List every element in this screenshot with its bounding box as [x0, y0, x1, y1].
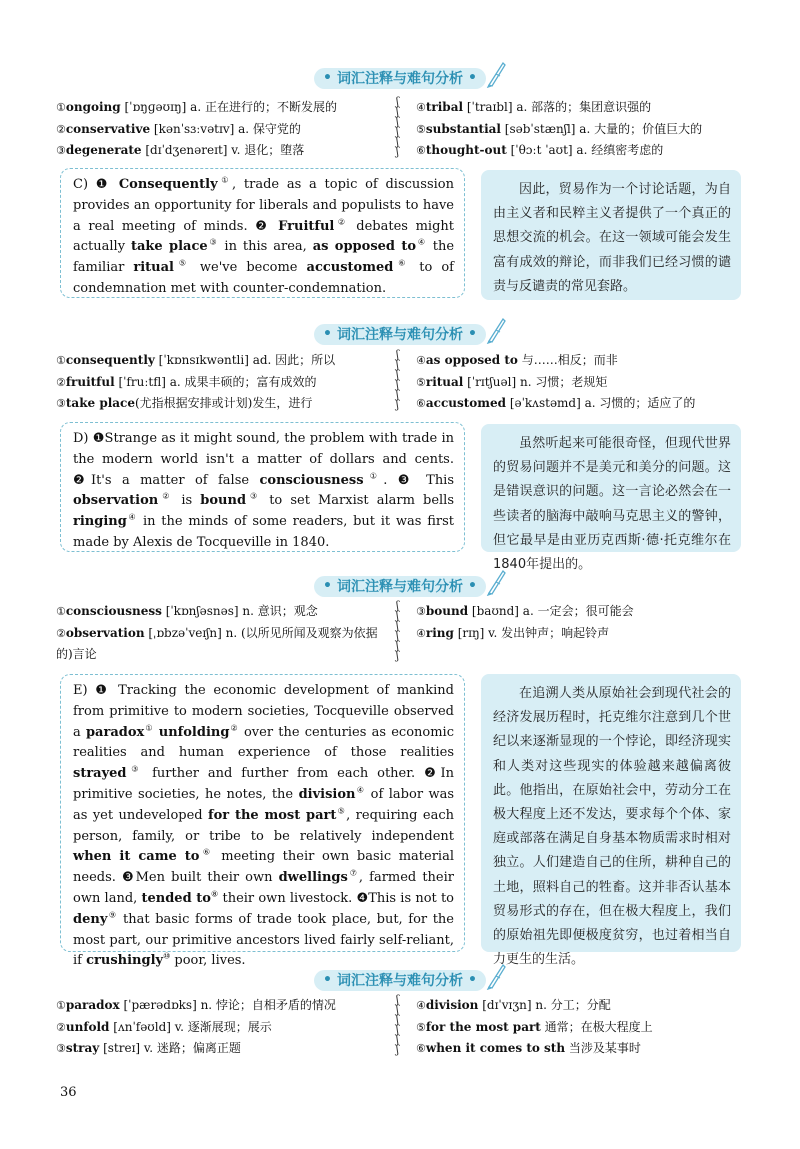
- vocab-list-4: [56, 995, 756, 1057]
- quill-pen-icon: [486, 962, 508, 990]
- quill-pen-icon: [486, 316, 508, 344]
- passage-e: E) ❶ Tracking the economic development of mankind from primitive to modern societies, Tocqueville observed a paradox① unfolding② over the centuries as economic realities and human experience of those realities strayed③ further and further from each other. ❷In primitive societies, he notes, the division④ of labor was as yet undeveloped for the most part⑤, requiring each person, family, or tribe to be relatively independent when it came to⑥ meeting their own basic material needs. ❸Men built their own dwellings⑦, farmed their own land, tended to⑧ their own livestock. ❹This is not to deny⑨ that basic forms of trade took place, but, for the most part, our primitive ancestors lived fairly self-reliant, if crushingly⑩ poor, lives.: [60, 674, 465, 952]
- vocab-item: ⑥when it comes to sth 当涉及某事时: [416, 1041, 641, 1055]
- squiggle-divider: ʃ ʃ ʃ ʃ ʃ ʃ: [396, 95, 399, 158]
- passage-d: D) ❶Strange as it might sound, the problem with trade in the modern world isn't a matter of dollars and cents. ❷It's a matter of false consciousness①. ❸ This observation② is bound③ to set Marxist alarm bells ringing④ in the minds of some readers, but it was first made by Alexis de Tocqueville in 1840.: [60, 422, 465, 552]
- banner-pill: • 词汇注释与难句分析 •: [314, 68, 486, 89]
- banner-label: 词汇注释与难句分析: [337, 327, 463, 343]
- banner-label: 词汇注释与难句分析: [337, 579, 463, 595]
- passage-c: C) ❶ Consequently①, trade as a topic of discussion provides an opportunity for liberals and populists to have a real meeting of minds. ❷ Fruitful② debates might actually take place③ in this area, as opposed to④ the familiar ritual⑤ we've become accustomed⑥ to of condemnation met with counter-condemnation.: [60, 168, 465, 298]
- vocab-item: ①consciousness [ˈkɒnʃəsnəs] n. 意识；观念: [56, 604, 318, 618]
- vocab-item: ②unfold [ʌnˈfəʊld] v. 逐渐展现；展示: [56, 1019, 272, 1034]
- vocab-item: ②conservative [kənˈsɜːvətɪv] a. 保守党的: [56, 121, 301, 136]
- vocab-item: ③bound [baʊnd] a. 一定会；很可能会: [416, 604, 634, 618]
- translation-e: 在追溯人类从原始社会到现代社会的经济发展历程时，托克维尔注意到几个世纪以来逐渐显现的一个悖论，即经济现实和人类对这些现实的体验越来越偏离彼此。他指出，在原始社会中，劳动分工在极大程度上还不发达，要求每个个体、家庭或部落在满足自身基本物质需求时相对独立。人们建造自己的住所，耕种自己的土地，照料自己的牲畜。这并非否认基本贸易形式的存在，但在极大程度上，我们的原始祖先即便极度贫穷，也过着相当自力更生的生活。: [481, 674, 741, 952]
- quill-pen-icon: [486, 60, 508, 88]
- banner-label: 词汇注释与难句分析: [337, 973, 463, 989]
- vocab-item: ⑤substantial [səbˈstænʃl] a. 大量的；价值巨大的: [416, 121, 703, 136]
- translation-d: 虽然听起来可能很奇怪，但现代世界的贸易问题并不是美元和美分的问题。这是错误意识的问题。这一言论必然会在一些读者的脑海中敲响马克思主义的警钟，但它最早是由亚历克西斯·德·托克维尔在1840年提出的。: [481, 424, 741, 552]
- vocab-item: ③take place(尤指根据安排或计划)发生，进行: [56, 396, 313, 410]
- translation-c: 因此，贸易作为一个讨论话题，为自由主义者和民粹主义者提供了一个真正的思想交流的机会。在这一领域可能会发生富有成效的辩论，而非我们已经习惯的谴责与反谴责的常见套路。: [481, 170, 741, 300]
- section-banner: [0, 574, 800, 598]
- quill-pen-icon: [486, 568, 508, 596]
- banner-pill: • 词汇注释与难句分析 •: [314, 324, 486, 345]
- vocab-item: ②fruitful [ˈfruːtfl] a. 成果丰硕的；富有成效的: [56, 374, 317, 389]
- vocab-item: ①paradox [ˈpærədɒks] n. 悖论；自相矛盾的情况: [56, 998, 336, 1012]
- page-number: 36: [60, 1085, 77, 1100]
- squiggle-divider: ʃ ʃ ʃ ʃ ʃ ʃ: [396, 599, 399, 662]
- section-banner: [0, 968, 800, 992]
- banner-pill: • 词汇注释与难句分析 •: [314, 970, 486, 991]
- vocab-item: ⑤for the most part 通常；在极大程度上: [416, 1019, 653, 1034]
- vocab-item: ①consequently [ˈkɒnsɪkwəntli] ad. 因此；所以: [56, 353, 336, 367]
- section-banner: [0, 322, 800, 346]
- vocab-item: ①ongoing [ˈɒŋɡəʊɪŋ] a. 正在进行的；不断发展的: [56, 100, 337, 114]
- vocab-item: ④as opposed to 与……相反；而非: [416, 353, 618, 367]
- vocab-item: ④division [dɪˈvɪʒn] n. 分工；分配: [416, 998, 611, 1012]
- squiggle-divider: ʃ ʃ ʃ ʃ ʃ ʃ: [396, 348, 399, 411]
- vocab-list-2: [56, 350, 756, 412]
- vocab-item: ⑤ritual [ˈrɪtʃuəl] n. 习惯；老规矩: [416, 374, 608, 389]
- vocab-list-3: [56, 601, 756, 663]
- vocab-item: ⑥accustomed [əˈkʌstəmd] a. 习惯的；适应了的: [416, 396, 696, 410]
- vocab-item: ④tribal [ˈtraɪbl] a. 部落的；集团意识强的: [416, 100, 652, 114]
- vocab-item: ③degenerate [dɪˈdʒenəreɪt] v. 退化；堕落: [56, 143, 305, 157]
- banner-label: 词汇注释与难句分析: [337, 71, 463, 87]
- section-banner: [0, 66, 800, 90]
- vocab-item: ⑥thought-out [ˈθɔːt ˈaʊt] a. 经缜密考虑的: [416, 143, 664, 157]
- vocab-list-1: [56, 97, 756, 159]
- vocab-item: ②observation [ˌɒbzəˈveɪʃn] n. (以所见所闻及观察为依据的)言论: [56, 625, 378, 661]
- banner-pill: • 词汇注释与难句分析 •: [314, 576, 486, 597]
- vocab-item: ③stray [streɪ] v. 迷路；偏离正题: [56, 1041, 241, 1055]
- vocab-item: ④ring [rɪŋ] v. 发出钟声；响起铃声: [416, 625, 610, 640]
- squiggle-divider: ʃ ʃ ʃ ʃ ʃ ʃ: [396, 993, 399, 1056]
